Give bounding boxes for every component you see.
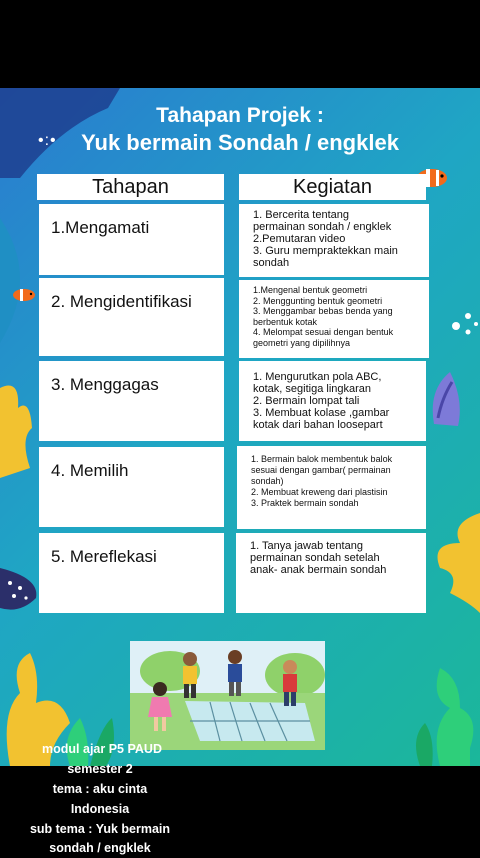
left-coral-decoration bbox=[0, 368, 42, 478]
caption-line: modul ajar P5 PAUD bbox=[42, 742, 162, 756]
step-cell: 1.Mengamati bbox=[39, 204, 224, 275]
leaf-decoration bbox=[0, 208, 40, 348]
step-cell: 5. Mereflekasi bbox=[39, 533, 224, 613]
activities-text: 1. Tanya jawab tentang permainan sondah setelah anak- anak bermain sondah bbox=[250, 540, 387, 576]
activities-cell bbox=[239, 280, 429, 358]
children-playing-hopscotch-illustration bbox=[130, 641, 325, 750]
step-cell: 4. Memilih bbox=[39, 447, 224, 527]
caption-line: sub tema : Yuk bermain bbox=[29, 822, 171, 836]
activities-cell bbox=[239, 361, 426, 441]
activities-cell bbox=[237, 446, 426, 529]
activities-text: 1. Bermain balok membentuk balok sesuai dengan gambar( permainan sondah) 2. Membuat kreweng dari plastisin 3. Praktek bermain sondah bbox=[251, 454, 393, 508]
right-coral-decoration bbox=[420, 513, 480, 613]
poster bbox=[0, 88, 480, 766]
step-cell: 3. Menggagas bbox=[39, 361, 224, 441]
caption-line: sondah / engklek bbox=[49, 841, 151, 855]
poster-title-line2: Yuk bermain Sondah / engklek bbox=[81, 130, 399, 155]
header-tahapan: Tahapan bbox=[37, 174, 224, 200]
header-kegiatan: Kegiatan bbox=[239, 174, 426, 200]
title-dots-decoration: •:• bbox=[38, 132, 57, 149]
activities-cell bbox=[236, 533, 426, 613]
activities-text: 1.Mengenal bentuk geometri 2. Menggunting bentuk geometri 3. Menggambar bebas benda yang berbentuk kotak 4. Melompat sesuai dengan bentuk geometri yang dipilihnya bbox=[253, 285, 394, 348]
spotted-fish-icon bbox=[0, 558, 42, 618]
poster-title-line1: Tahapan Projek : bbox=[156, 104, 324, 127]
activities-text: 1. Bercerita tentang permainan sondah / engklek 2.Pemutaran video 3. Guru mempraktekkan main sondah bbox=[253, 209, 398, 269]
caption-line: semester 2 bbox=[67, 762, 133, 776]
caption-line: tema : aku cinta bbox=[52, 782, 148, 796]
bottom-right-seaweed-decoration bbox=[400, 638, 480, 766]
top-black-bar bbox=[0, 0, 480, 88]
small-clownfish-icon bbox=[10, 286, 38, 304]
activities-text: 1. Mengurutkan pola ABC, kotak, segitiga lingkaran 2. Bermain lompat tali 3. Membuat kolase ,gambar kotak dari bahan loosepart bbox=[253, 371, 390, 431]
caption-line: Indonesia bbox=[70, 802, 130, 816]
step-cell: 2. Mengidentifikasi bbox=[39, 278, 224, 356]
shell-icon bbox=[428, 370, 466, 430]
activities-cell bbox=[239, 204, 429, 277]
bubbles-icon bbox=[446, 306, 480, 346]
